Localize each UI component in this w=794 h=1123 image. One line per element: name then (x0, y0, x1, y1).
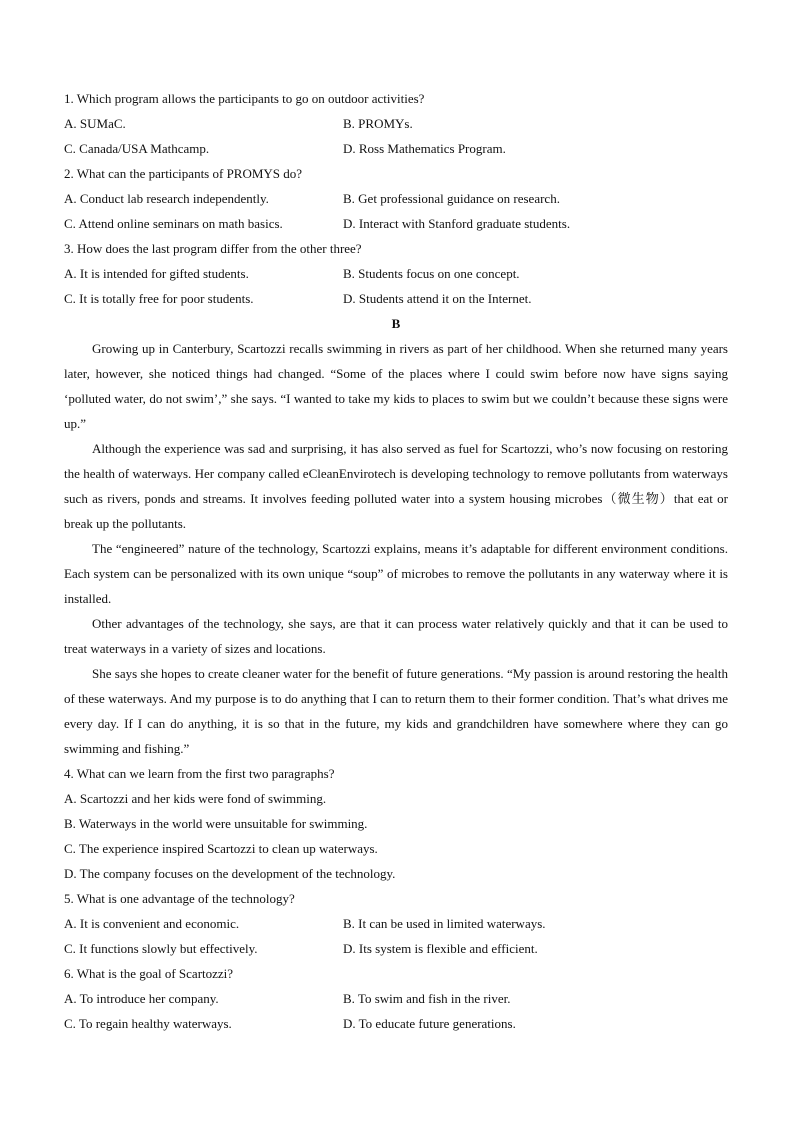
question-stem: 3. How does the last program differ from the other three? (64, 241, 362, 256)
option-row (64, 1011, 728, 1036)
option-c: C. To regain healthy waterways. (64, 1016, 232, 1031)
option-a: A. To introduce her company. (64, 991, 219, 1006)
option-d: D. Interact with Stanford graduate students. (343, 216, 571, 231)
option-a: A. It is intended for gifted students. (64, 266, 249, 281)
option-row (64, 986, 728, 1011)
question-stem: 4. What can we learn from the first two paragraphs? (64, 766, 335, 781)
page-content (64, 86, 728, 1036)
question-stem: 2. What can the participants of PROMYS do? (64, 166, 303, 181)
passage-paragraph: Although the experience was sad and surprising, it has also served as fuel for Scartozzi, who’s now focusing on restoring the health of waterways. Her company called eCleanEnvirotech is developing technology to remove pollutants from waterways such as rivers, ponds and streams. It involves feeding polluted water into a system housing microbes（微生物）that eat or break up the pollutants. (64, 441, 728, 531)
option-d: D. Its system is flexible and efficient. (343, 941, 538, 956)
passage-paragraph: Other advantages of the technology, she says, are that it can process water relatively quickly and that it can be used to treat waterways in a variety of sizes and locations. (64, 616, 728, 656)
option-d: D. To educate future generations. (343, 1016, 516, 1031)
option-b: B. It can be used in limited waterways. (343, 916, 546, 931)
option-a: A. It is convenient and economic. (64, 916, 240, 931)
option-a: A. SUMaC. (64, 116, 126, 131)
passage-paragraph: The “engineered” nature of the technology, Scartozzi explains, means it’s adaptable for different environment conditions. Each system can be personalized with its own unique “soup” of microbes to remove the pollutants in any waterway where it is installed. (64, 541, 728, 606)
option-c: C. It functions slowly but effectively. (64, 941, 258, 956)
option-b: B. PROMYs. (343, 116, 413, 131)
option-row (64, 911, 728, 936)
question-stem: 5. What is one advantage of the technology? (64, 891, 295, 906)
option-c: C. It is totally free for poor students. (64, 291, 254, 306)
option-row (64, 211, 728, 236)
passage-paragraph: Growing up in Canterbury, Scartozzi recalls swimming in rivers as part of her childhood. When she returned many years later, however, she noticed things had changed. “Some of the places where I could swim before now have signs saying ‘polluted water, do not swim’,” she says. “I wanted to take my kids to places to swim but we couldn’t because these signs were up.” (64, 341, 728, 431)
option-row (64, 136, 728, 161)
option-c: C. Attend online seminars on math basics. (64, 216, 283, 231)
option-row (64, 111, 728, 136)
option-a: A. Conduct lab research independently. (64, 191, 269, 206)
option-b: B. To swim and fish in the river. (343, 991, 511, 1006)
option-row (64, 286, 728, 311)
option-a: A. Scartozzi and her kids were fond of swimming. (64, 791, 327, 806)
option-b: B. Get professional guidance on research. (343, 191, 560, 206)
option-c: C. Canada/USA Mathcamp. (64, 141, 210, 156)
section-title: B (391, 316, 401, 331)
option-d: D. The company focuses on the development of the technology. (64, 866, 396, 881)
option-b: B. Students focus on one concept. (343, 266, 520, 281)
option-c: C. The experience inspired Scartozzi to clean up waterways. (64, 841, 378, 856)
option-d: D. Ross Mathematics Program. (343, 141, 506, 156)
question-stem: 6. What is the goal of Scartozzi? (64, 966, 234, 981)
option-row (64, 261, 728, 286)
passage-paragraph: She says she hopes to create cleaner water for the benefit of future generations. “My passion is around restoring the health of these waterways. And my purpose is to do anything that I can to return them to their former condition. That’s what drives me every day. If I can do anything, it is so that in the future, my kids and grandchildren have somewhere where they can go swimming and fishing.” (64, 666, 728, 756)
option-b: B. Waterways in the world were unsuitable for swimming. (64, 816, 368, 831)
question-stem: 1. Which program allows the participants to go on outdoor activities? (64, 91, 425, 106)
option-row (64, 186, 728, 211)
option-d: D. Students attend it on the Internet. (343, 291, 532, 306)
option-row (64, 936, 728, 961)
